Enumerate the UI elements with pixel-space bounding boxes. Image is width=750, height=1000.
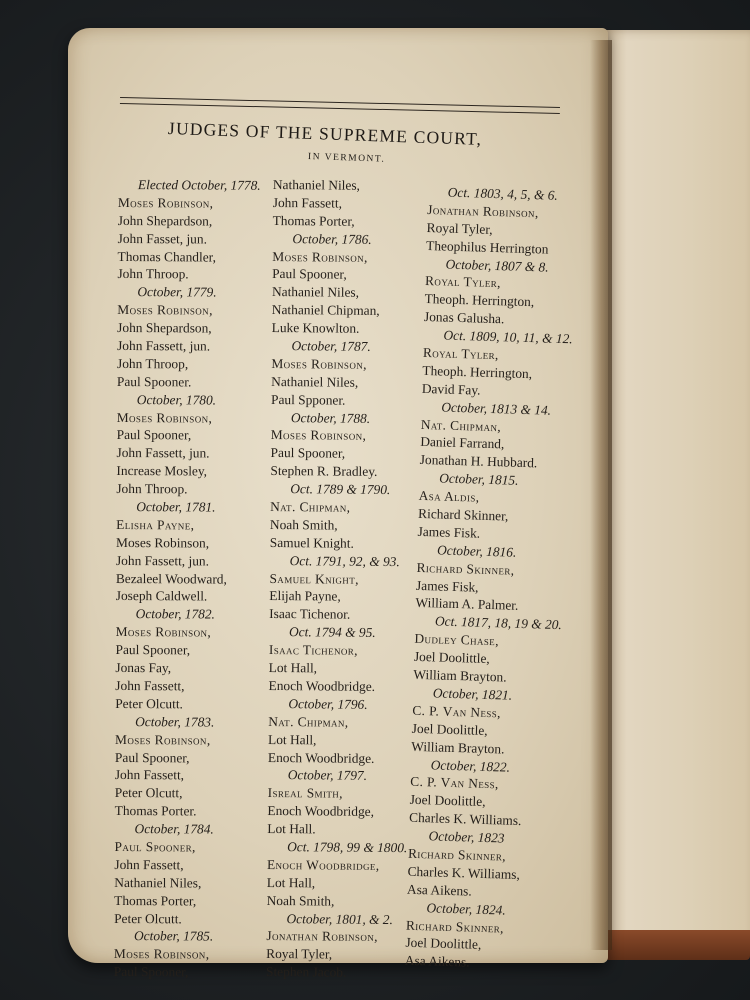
- judge-name: Samuel Knight.: [269, 534, 354, 551]
- judge-name: Asa Aldis,: [418, 488, 480, 505]
- judge-name: John Fassett, jun.: [115, 552, 210, 569]
- judge-name: John Throop,: [116, 355, 189, 372]
- term-date: October, 1786.: [292, 230, 372, 247]
- facing-page: [600, 30, 750, 955]
- judge-name: Moses Robinson,: [117, 302, 213, 318]
- judge-name: Nat. Chipman,: [268, 713, 349, 730]
- judge-name: James Fisk.: [417, 523, 481, 541]
- judge-name: Stephen R. Bradley.: [270, 463, 378, 480]
- term-date: October, 1815.: [439, 470, 519, 489]
- judge-name: Paul Spooner,: [114, 749, 190, 765]
- judge-name: Moses Robinson,: [272, 248, 368, 265]
- term-date: Oct. 1794 & 95.: [288, 624, 376, 641]
- book-cover-edge: [605, 930, 750, 960]
- term-date: October, 1784.: [134, 821, 214, 837]
- judge-name: Elisha Payne,: [116, 516, 195, 533]
- term-date: October, 1813 & 14.: [441, 399, 552, 418]
- term-date: October, 1783.: [135, 713, 215, 730]
- judge-name: Thomas Porter,: [272, 212, 355, 229]
- judge-name: John Fassett, jun.: [117, 338, 211, 354]
- judge-name: Paul Spooner,: [113, 964, 189, 980]
- judge-name: Jonathan Robinson,: [266, 928, 378, 945]
- judge-name: Moses Robinson,: [116, 409, 213, 426]
- judge-name: David Fay.: [421, 380, 481, 398]
- judge-name: Enoch Woodbridge,: [266, 856, 380, 873]
- term-date: October, 1796.: [288, 695, 368, 712]
- judge-name: Paul Spooner,: [270, 445, 346, 461]
- page-subtitle: IN VERMONT.: [307, 152, 386, 165]
- judge-name: Noah Smith,: [269, 516, 338, 533]
- term-date: October, 1823: [428, 828, 505, 846]
- judge-name: C. P. Van Ness,: [412, 702, 502, 721]
- judge-name: Peter Olcutt.: [115, 695, 183, 712]
- judge-name: Paul Spooner,: [114, 838, 196, 855]
- term-date: October, 1807 & 8.: [445, 256, 549, 275]
- judge-name: Charles K. Williams,: [407, 863, 521, 882]
- judge-name: Moses Robinson,: [113, 946, 210, 962]
- term-date: October, 1816.: [436, 542, 517, 560]
- judge-name: Royal Tyler,: [422, 344, 500, 363]
- judge-name: Jonathan Robinson,: [426, 201, 539, 221]
- judge-name: William Brayton.: [411, 738, 505, 757]
- judge-name: Lot Hall,: [266, 874, 316, 891]
- judge-name: John Fassett, jun.: [116, 445, 210, 461]
- term-date: Oct. 1803, 4, 5, & 6.: [447, 184, 559, 203]
- term-date: October, 1801, & 2.: [286, 910, 393, 927]
- term-date: Oct. 1798, 99 & 1800.: [287, 839, 408, 856]
- judge-name: Joseph Caldwell.: [115, 588, 208, 604]
- judge-name: Nat. Chipman,: [420, 416, 502, 434]
- judge-name: John Shepardson,: [117, 212, 213, 229]
- judge-name: Thomas Porter.: [114, 803, 197, 819]
- judge-name: Paul Spponer.: [270, 391, 346, 408]
- judge-name: Isaac Tichenor.: [269, 606, 351, 623]
- page-title: JUDGES OF THE SUPREME COURT,: [167, 118, 483, 149]
- judge-name: Moses Robinson,: [116, 534, 210, 551]
- judge-name: Noah Smith,: [266, 892, 335, 909]
- term-date: October, 1779.: [137, 284, 217, 300]
- judge-name: Joel Doolittle,: [409, 792, 486, 810]
- judge-name: Royal Tyler,: [266, 946, 333, 962]
- judge-name: Asa Aikens.: [406, 881, 472, 899]
- judge-name: Jonas Fay,: [115, 660, 172, 676]
- judge-name: John Throop.: [116, 481, 188, 497]
- judge-name: Lot Hall,: [268, 660, 318, 676]
- judge-name: Royal Tyler,: [424, 273, 502, 291]
- judge-name: Bezaleel Woodward,: [115, 570, 227, 587]
- judges-column-3: [405, 183, 577, 974]
- term-date: Oct. 1789 & 1790.: [290, 481, 391, 498]
- judge-name: Richard Skinner,: [416, 559, 515, 578]
- judge-name: Nathaniel Chipman,: [271, 302, 380, 319]
- judge-name: Richard Skinner,: [405, 917, 505, 936]
- judge-name: Lot Hall.: [267, 821, 316, 837]
- term-date: Elected October, 1778.: [137, 177, 261, 193]
- judge-name: Nat. Chipman,: [270, 499, 351, 515]
- judge-name: Theophilus Herrington: [425, 237, 549, 257]
- judge-name: C. P. Van Ness,: [410, 774, 500, 792]
- term-date: October, 1780.: [136, 391, 217, 408]
- judge-name: Asa Aikens.: [404, 952, 470, 970]
- judge-name: Moses Robinson,: [117, 194, 214, 211]
- judge-name: Thomas Chandler,: [117, 248, 217, 265]
- term-date: October, 1821.: [432, 685, 513, 703]
- judge-name: Joel Doolittle,: [413, 648, 491, 667]
- term-date: Oct. 1791, 92, & 93.: [289, 552, 400, 569]
- term-date: October, 1782.: [135, 606, 215, 622]
- judge-name: Jonas Galusha.: [423, 309, 505, 327]
- judge-name: Elijah Payne,: [269, 588, 341, 605]
- term-date: October, 1781.: [136, 499, 216, 515]
- judge-name: Enoch Woodbridge.: [268, 677, 376, 694]
- judge-name: Paul Spooner,: [115, 642, 191, 658]
- judge-name: Enoch Woodbridge,: [267, 803, 375, 820]
- judges-column-1: [114, 176, 261, 982]
- judge-name: Royal Tyler,: [426, 219, 493, 237]
- judge-name: Jonathan H. Hubbard.: [419, 452, 538, 471]
- judge-name: John Fassett,: [115, 677, 185, 694]
- term-date: October, 1785.: [133, 928, 214, 944]
- judge-name: Nathaniel Niles,: [272, 176, 361, 193]
- judges-column-2: [266, 176, 413, 982]
- judge-name: Joel Doolittle,: [405, 935, 482, 953]
- judge-name: Richard Skinner,: [407, 845, 507, 864]
- judge-name: Stephen Jacob.: [265, 964, 347, 980]
- judge-name: Theoph. Herrington,: [422, 362, 533, 382]
- term-date: October, 1787.: [291, 338, 371, 354]
- judge-name: William A. Palmer.: [415, 595, 519, 614]
- judge-name: Paul Spooner,: [116, 427, 192, 443]
- judge-name: Samuel Knight,: [269, 570, 359, 587]
- judge-name: Moses Robinson,: [115, 731, 211, 748]
- judge-name: Paul Spooner.: [116, 373, 192, 390]
- term-date: October, 1797.: [287, 767, 368, 784]
- judge-name: John Fassett,: [114, 856, 184, 873]
- judge-name: Peter Olcutt,: [114, 785, 183, 801]
- judge-name: Richard Skinner,: [417, 505, 509, 524]
- judge-name: Charles K. Williams.: [408, 809, 522, 829]
- judge-name: Nathaniel Niles,: [114, 874, 202, 891]
- judge-name: Joel Doolittle,: [411, 720, 488, 738]
- term-date: October, 1788.: [290, 409, 371, 426]
- judge-name: Nathaniel Niles,: [271, 284, 360, 301]
- judge-name: Isaac Tichenor,: [268, 642, 359, 658]
- judge-name: Moses Robinson,: [115, 624, 212, 640]
- judge-name: Enoch Woodbridge.: [267, 749, 375, 766]
- judge-name: John Fasset, jun.: [117, 230, 207, 247]
- judge-name: John Fassett,: [114, 767, 185, 783]
- judge-name: Isreal Smith,: [267, 785, 343, 801]
- judge-name: Moses Robinson,: [270, 427, 367, 444]
- term-date: Oct. 1809, 10, 11, & 12.: [443, 327, 573, 347]
- judge-name: Lot Hall,: [268, 731, 317, 748]
- term-date: October, 1822.: [430, 756, 511, 775]
- judge-name: Moses Robinson,: [271, 355, 367, 372]
- judge-name: Nathaniel Niles,: [271, 373, 359, 390]
- judge-name: Theoph. Herrington,: [424, 291, 535, 310]
- judge-name: Luke Knowlton.: [271, 320, 360, 336]
- judge-name: John Throop.: [117, 266, 189, 282]
- judge-name: Increase Mosley,: [116, 463, 208, 479]
- judge-name: Thomas Porter,: [114, 892, 197, 909]
- judge-name: John Fassett,: [272, 194, 343, 211]
- term-date: Oct. 1817, 18, 19 & 20.: [434, 613, 563, 633]
- page-gutter-shadow: [590, 40, 612, 950]
- judge-name: Daniel Farrand,: [420, 434, 505, 452]
- judge-name: James Fisk,: [415, 577, 479, 595]
- judge-name: Dudley Chase,: [414, 631, 500, 649]
- judge-name: Paul Spooner,: [272, 266, 347, 283]
- judge-name: William Brayton.: [413, 666, 507, 685]
- judge-name: Peter Olcutt.: [114, 910, 182, 926]
- judge-name: John Shepardson,: [117, 320, 212, 336]
- term-date: October, 1824.: [426, 899, 506, 918]
